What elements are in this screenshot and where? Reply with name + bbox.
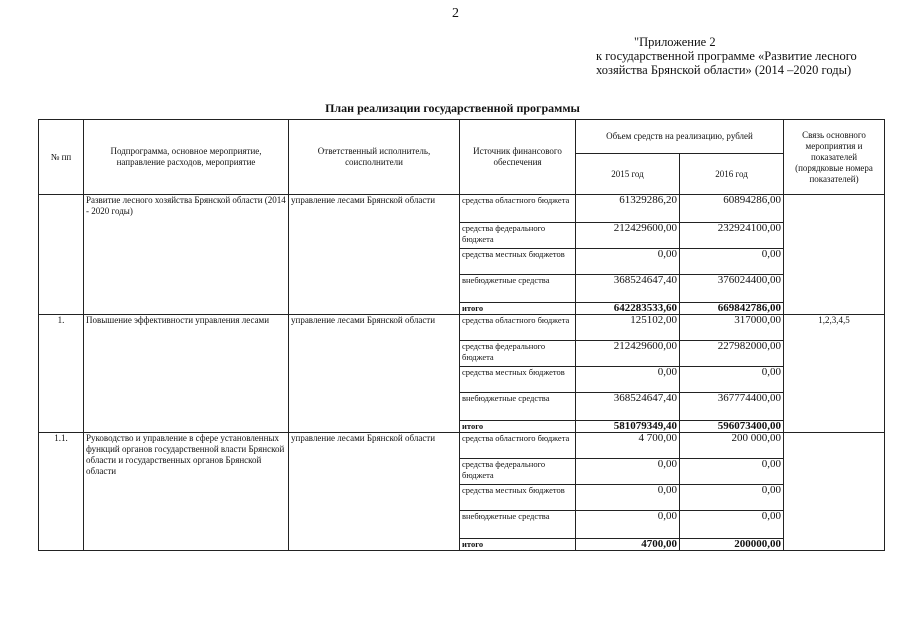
table-row: [39, 195, 885, 223]
source-extra: внебюджетные средства: [460, 511, 576, 539]
appendix-line-1: "Приложение 2: [634, 35, 716, 49]
amount-2015: 0,00: [576, 459, 680, 485]
amount-2016: 227982000,00: [680, 341, 784, 367]
row-subprogram-name: Развитие лесного хозяйства Брянской области (2014 - 2020 годы): [84, 195, 289, 315]
header-link: Связь основного мероприятия и показателей (порядковые номера показателей): [784, 120, 885, 195]
amount-2016: 0,00: [680, 485, 784, 511]
row-executor: управление лесами Брянской области: [289, 195, 460, 315]
page-number: 2: [452, 6, 459, 21]
amount-2015: 0,00: [576, 367, 680, 393]
amount-2015: 0,00: [576, 485, 680, 511]
amount-2016: 0,00: [680, 249, 784, 275]
amount-2015: 4700,00: [576, 539, 680, 551]
amount-2015: 212429600,00: [576, 341, 680, 367]
amount-2016: 200 000,00: [680, 433, 784, 459]
plan-table-body: [39, 195, 885, 551]
header-source: Источник финансового обеспечения: [460, 120, 576, 195]
header-year-2015: 2015 год: [576, 154, 680, 195]
row-executor: управление лесами Брянской области: [289, 433, 460, 551]
amount-2015: 61329286,20: [576, 195, 680, 223]
plan-title: План реализации государственной программы: [325, 101, 580, 115]
source-extra: внебюджетные средства: [460, 275, 576, 303]
amount-2015: 125102,00: [576, 315, 680, 341]
amount-2016: 317000,00: [680, 315, 784, 341]
header-no: № пп: [39, 120, 84, 195]
row-subprogram-name: Руководство и управление в сфере установленных функций органов государственной власти Брянской области и государственных органов Брянской области: [84, 433, 289, 551]
plan-table: [38, 119, 885, 551]
amount-2016: 0,00: [680, 367, 784, 393]
source-total: итого: [460, 421, 576, 433]
source-regional: средства областного бюджета: [460, 315, 576, 341]
amount-2016: 669842786,00: [680, 303, 784, 315]
appendix-line-2: к государственной программе «Развитие лесного: [596, 49, 857, 63]
amount-2015: 0,00: [576, 249, 680, 275]
source-regional: средства областного бюджета: [460, 195, 576, 223]
header-volume: Объем средств на реализацию, рублей: [576, 120, 784, 154]
row-indicator-link: 1,2,3,4,5: [784, 315, 885, 433]
row-number: [39, 195, 84, 315]
source-extra: внебюджетные средства: [460, 393, 576, 421]
source-federal: средства федерального бюджета: [460, 341, 576, 367]
amount-2015: 581079349,40: [576, 421, 680, 433]
amount-2015: 368524647,40: [576, 393, 680, 421]
row-executor: управление лесами Брянской области: [289, 315, 460, 433]
source-local: средства местных бюджетов: [460, 367, 576, 393]
source-local: средства местных бюджетов: [460, 249, 576, 275]
amount-2015: 4 700,00: [576, 433, 680, 459]
amount-2016: 0,00: [680, 459, 784, 485]
source-federal: средства федерального бюджета: [460, 223, 576, 249]
amount-2016: 376024400,00: [680, 275, 784, 303]
amount-2016: 0,00: [680, 511, 784, 539]
row-number: 1.1.: [39, 433, 84, 551]
source-total: итого: [460, 539, 576, 551]
row-indicator-link: [784, 433, 885, 551]
amount-2015: 642283533,60: [576, 303, 680, 315]
source-total: итого: [460, 303, 576, 315]
header-executor: Ответственный исполнитель, соисполнители: [289, 120, 460, 195]
amount-2016: 367774400,00: [680, 393, 784, 421]
row-subprogram-name: Повышение эффективности управления лесами: [84, 315, 289, 433]
amount-2016: 200000,00: [680, 539, 784, 551]
appendix-line-3: хозяйства Брянской области» (2014 –2020 годы): [596, 63, 852, 77]
source-federal: средства федерального бюджета: [460, 459, 576, 485]
header-subprogram: Подпрограмма, основное мероприятие, направление расходов, мероприятие: [84, 120, 289, 195]
header-year-2016: 2016 год: [680, 154, 784, 195]
table-row: [39, 315, 885, 341]
amount-2015: 0,00: [576, 511, 680, 539]
source-local: средства местных бюджетов: [460, 485, 576, 511]
amount-2016: 60894286,00: [680, 195, 784, 223]
amount-2016: 596073400,00: [680, 421, 784, 433]
row-number: 1.: [39, 315, 84, 433]
appendix-note: [596, 35, 896, 77]
amount-2015: 212429600,00: [576, 223, 680, 249]
amount-2015: 368524647,40: [576, 275, 680, 303]
row-indicator-link: [784, 195, 885, 315]
amount-2016: 232924100,00: [680, 223, 784, 249]
source-regional: средства областного бюджета: [460, 433, 576, 459]
table-row: [39, 433, 885, 459]
